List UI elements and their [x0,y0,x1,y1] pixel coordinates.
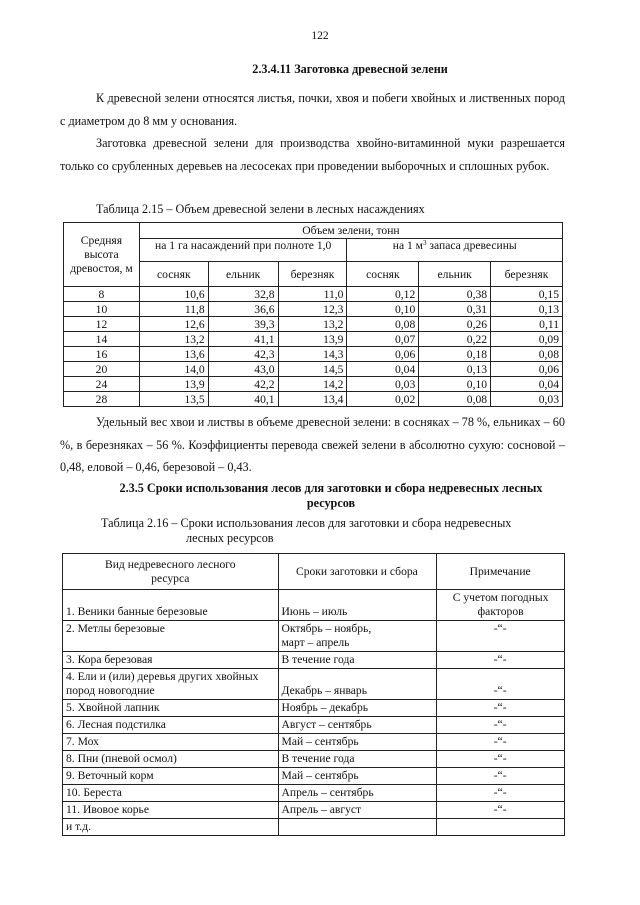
cell-note: -“- [437,768,565,785]
cell-value: 14,5 [278,362,347,377]
table-row [64,317,563,332]
cell-height: 14 [64,332,140,347]
cell-value: 11,0 [278,287,347,302]
cell-value: 0,10 [419,377,491,392]
caption-line: Таблица 2.16 – Сроки использования лесов для заготовки и сбора недревесных [101,516,512,530]
header-species: березняк [491,262,563,287]
cell-note: -“- [437,669,565,700]
cell-resource-type: 9. Веточный корм [63,768,279,785]
table-row [63,768,565,785]
cell-value: 14,3 [278,347,347,362]
caption-line: лесных ресурсов [186,531,274,545]
table-row [64,347,563,362]
cell-value: 13,9 [278,332,347,347]
table-row [64,377,563,392]
cell-height: 20 [64,362,140,377]
cell-height: 16 [64,347,140,362]
cell-value: 13,5 [139,392,208,407]
cell-resource-type: 10. Береста [63,785,279,802]
cell-resource-type: 8. Пни (пневой осмол) [63,751,279,768]
cell-value: 0,03 [347,377,419,392]
cell-value: 13,2 [278,317,347,332]
cell-height: 24 [64,377,140,392]
cell-note: -“- [437,652,565,669]
table-row [64,332,563,347]
paragraph-needle-share: Удельный вес хвои и листвы в объеме древесной зелени: в сосняках – 78 %, ельниках – 60 %, в березняках – 56 %. Коэффициенты перевода свежей зелени в абсолютно сухую: сосновой – 0,48, еловой – 0,46, березовой – 0,43. [60,415,565,474]
table-row [63,652,565,669]
cell-resource-type: 2. Метлы березовые [63,621,279,652]
cell-value: 0,10 [347,302,419,317]
cell-value: 0,18 [419,347,491,362]
cell-resource-type: 7. Мох [63,734,279,751]
paragraph-harvest-rules: Заготовка древесной зелени для производства хвойно-витаминной муки разрешается только со срубленных деревьев на лесосеках при проведении выборочных и сплошных рубок. [60,136,565,173]
header-species: ельник [208,262,278,287]
cell-value: 11,8 [139,302,208,317]
cell-value: 42,3 [208,347,278,362]
cell-value: 0,07 [347,332,419,347]
cell-note: -“- [437,785,565,802]
cell-value: 0,11 [491,317,563,332]
cell-resource-type: 11. Ивовое корье [63,802,279,819]
header-species: ельник [419,262,491,287]
table-row [63,802,565,819]
cell-value: 40,1 [208,392,278,407]
cell-value: 36,6 [208,302,278,317]
table-row [63,700,565,717]
table-row [63,785,565,802]
cell-note: -“- [437,717,565,734]
header-green-volume: Объем зелени, тонн [139,223,562,239]
cell-value: 0,02 [347,392,419,407]
header-species: сосняк [139,262,208,287]
table-row [64,302,563,317]
heading-line: ресурсов [306,496,356,510]
cell-value: 0,06 [347,347,419,362]
cell-value: 0,22 [419,332,491,347]
cell-note: -“- [437,734,565,751]
cell-height: 10 [64,302,140,317]
cell-value: 0,13 [491,302,563,317]
section-heading-2-3-4-11: 2.3.4.11 Заготовка древесной зелени [252,62,448,76]
table-row [64,287,563,302]
cell-value: 0,08 [491,347,563,362]
cell-height: 8 [64,287,140,302]
cell-value: 0,04 [347,362,419,377]
cell-value: 0,08 [347,317,419,332]
paragraph-definition: К древесной зелени относятся листья, почки, хвоя и побеги хвойных и лиственных пород с диаметром до 8 мм у основания. [60,91,565,128]
cell-value: 14,2 [278,377,347,392]
cell-note [437,819,565,836]
header-per-hectare: на 1 га насаждений при полноте 1,0 [139,239,347,262]
table-row [63,590,565,621]
cell-resource-type: 1. Веники банные березовые [63,590,279,621]
cell-value: 0,26 [419,317,491,332]
page-number: 122 [311,30,329,42]
cell-period: Апрель – август [278,802,437,819]
cell-period: Ноябрь – декабрь [278,700,437,717]
header-species: березняк [278,262,347,287]
cell-value: 0,08 [419,392,491,407]
cell-value: 0,06 [491,362,563,377]
cell-value: 0,04 [491,377,563,392]
cell-value: 0,31 [419,302,491,317]
cell-value: 0,03 [491,392,563,407]
cell-period: Декабрь – январь [278,669,437,700]
heading-line: 2.3.5 Сроки использования лесов для заготовки и сбора недревесных лесных [119,481,543,495]
table-row [63,669,565,700]
cell-value: 0,09 [491,332,563,347]
cell-period: В течение года [278,652,437,669]
cell-note: -“- [437,621,565,652]
cell-value: 13,6 [139,347,208,362]
cell-resource-type: и т.д. [63,819,279,836]
cell-period: Август – сентябрь [278,717,437,734]
cell-period: Июнь – июль [278,590,437,621]
cell-resource-type: 6. Лесная подстилка [63,717,279,734]
cell-resource-type: 4. Ели и (или) деревья других хвойных пород новогодние [63,669,279,700]
cell-value: 42,2 [208,377,278,392]
cell-period: В течение года [278,751,437,768]
cell-note: -“- [437,751,565,768]
table-row [63,734,565,751]
cell-note: -“- [437,802,565,819]
cell-value: 0,38 [419,287,491,302]
header-species: сосняк [347,262,419,287]
table-row [64,362,563,377]
table-2-15-caption: Таблица 2.15 – Объем древесной зелени в лесных насаждениях [96,202,425,216]
cell-value: 13,4 [278,392,347,407]
cell-value: 13,2 [139,332,208,347]
header-height: Средняя высота древостоя, м [64,223,140,287]
cell-note: С учетом погодных факторов [437,590,565,621]
table-row [63,819,565,836]
header-per-cubic-meter: на 1 $м^3$ запаса древесины [347,239,563,262]
cell-value: 43,0 [208,362,278,377]
cell-value: 12,3 [278,302,347,317]
table-row [63,751,565,768]
cell-period: Май – сентябрь [278,768,437,785]
table-row [64,392,563,407]
header-period: Сроки заготовки и сбора [278,554,437,590]
cell-value: 41,1 [208,332,278,347]
table-row [63,717,565,734]
cell-value: 14,0 [139,362,208,377]
cell-value: 12,6 [139,317,208,332]
cell-period: Май – сентябрь [278,734,437,751]
cell-resource-type: 3. Кора березовая [63,652,279,669]
cell-value: 0,15 [491,287,563,302]
cell-value: 0,12 [347,287,419,302]
table-2-16 [62,553,565,836]
section-heading-2-3-5 [96,481,566,511]
cell-height: 28 [64,392,140,407]
table-2-16-caption [101,516,511,546]
cell-resource-type: 5. Хвойной лапник [63,700,279,717]
cell-period: Апрель – сентябрь [278,785,437,802]
cell-note: -“- [437,700,565,717]
header-note: Примечание [437,554,565,590]
cell-period [278,819,437,836]
cell-value: 10,6 [139,287,208,302]
header-resource-type: Вид недревесного лесного ресурса [63,554,279,590]
cell-value: 32,8 [208,287,278,302]
table-header-row [63,554,565,590]
cell-height: 12 [64,317,140,332]
cell-value: 13,9 [139,377,208,392]
cell-period: Октябрь – ноябрь, март – апрель [278,621,437,652]
table-2-15 [63,222,563,407]
cell-value: 39,3 [208,317,278,332]
table-row [63,621,565,652]
cell-value: 0,13 [419,362,491,377]
